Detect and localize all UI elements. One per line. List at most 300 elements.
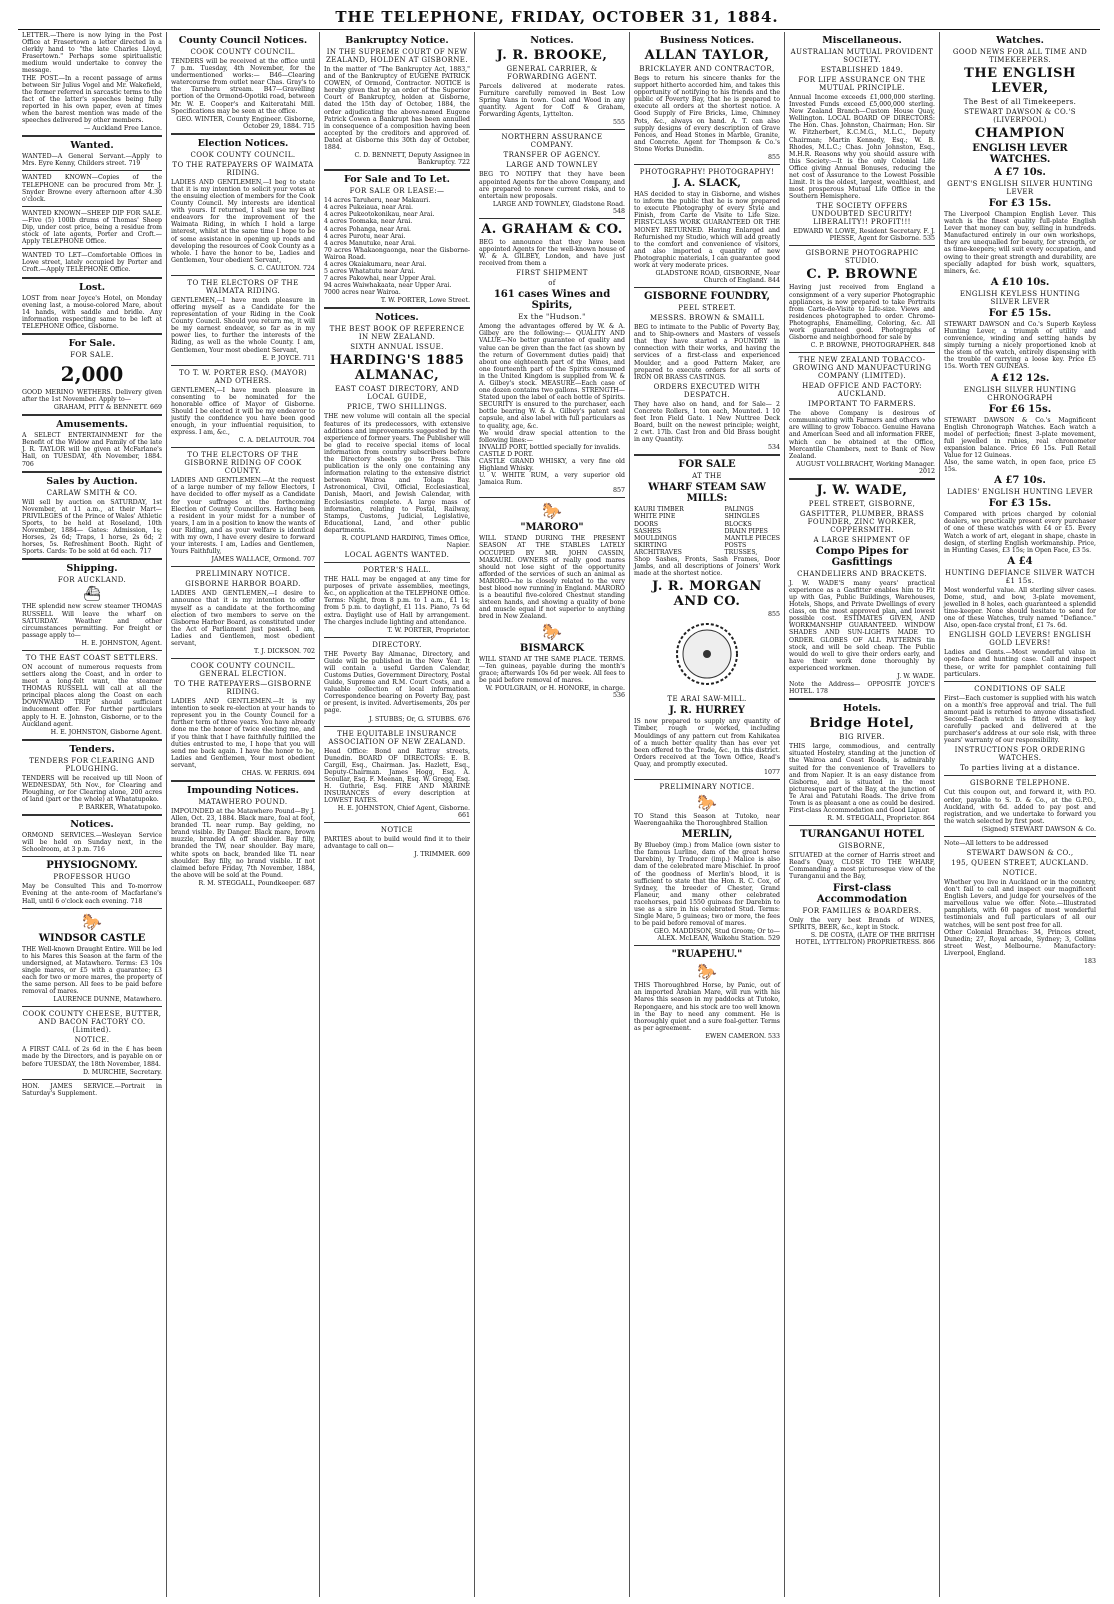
directory-name: EAST COAST DIRECTORY, AND LOCAL GUIDE, xyxy=(334,385,460,402)
watch-text: The Liverpool Champion English Lever. This watch is the finest quality full-plate English Lever that money can buy, selling in hundreds. Manufactured entirely in our own workshops, they are unequalled for beauty, for strength, or as time-keepers; will suit every occupation, and owing to their great strength and durability, are specially adapted for bush work, squatters, miners, &c. xyxy=(944,211,1096,275)
sawmill-item: DOORS xyxy=(634,520,659,528)
watch-price: A £12 12s. xyxy=(990,372,1050,384)
address-street: 195, QUEEN STREET, AUCKLAND. xyxy=(951,858,1089,867)
brooke-sub: GENERAL CARRIER, & FORWARDING AGENT. xyxy=(506,65,598,81)
masthead-rule xyxy=(18,29,1100,30)
county-council-heading: County Council Notices. xyxy=(178,35,308,46)
divider xyxy=(324,637,470,638)
forsale-heading: For Sale. xyxy=(68,338,116,349)
divider xyxy=(22,814,162,816)
election-heading: Election Notices. xyxy=(197,137,289,149)
forsale-caps: FOR SALE. xyxy=(70,351,114,359)
bismarck-sign: W. FOULGRAIN, or H. HONORE, in charge. 536 xyxy=(485,684,625,699)
taylor-sub: BRICKLAYER AND CONTRACTOR, xyxy=(639,65,775,73)
advantages-attention: We would draw special attention to the following lines:— xyxy=(479,429,625,444)
directory-annual: SIXTH ANNUAL ISSUE. xyxy=(350,343,444,352)
watch-offer: For £3 15s. xyxy=(988,498,1052,510)
amp-sign: EDWARD W. LOWE, Resident Secretary. F. J. PIESSE, Agent for Gisborne. 535 xyxy=(793,228,935,243)
bridge-hotel-sub: BIG RIVER. xyxy=(839,733,885,742)
factory-caps: COOK COUNTY CHEESE, BUTTER, AND BACON FACTORY CO. (Limited). xyxy=(22,1010,162,1035)
general-election2-caps: TO THE RATEPAYERS—GISBORNE RIDING. xyxy=(174,680,312,697)
sale-caps: FOR SALE OR LEASE:— xyxy=(349,187,445,196)
divider xyxy=(324,726,470,727)
divider xyxy=(22,414,162,416)
studio-text: Having just received from England a consignment of a very superior Photographic appliances, is now prepared to take Portraits from Carte-de-Visite to Life-size. Views and residences photographed to order. Chromo-Photographs, Enamelling, Coloring, &c. All work guaranteed good. Photographs of Gisborne and neighborhood for sale by xyxy=(789,284,935,342)
morgan-sign: 855 xyxy=(767,611,780,619)
ruapehu-title: "RUAPEHU." xyxy=(671,949,743,961)
amp-big: FOR LIFE ASSURANCE ON THE MUTUAL PRINCIPLE. xyxy=(798,76,926,92)
election4-sign: JAMES WALLACE, Ormond. 707 xyxy=(211,556,315,564)
post-paragraph: THE POST.—In a recent passage of arms between Sir Julius Vogel and Mr. Wakefield, the former referred in sarcastic terms to the fact of the latter's speeches being fully reported in his own paper, even at times when the barest mention was made of the speeches delivered by other members. xyxy=(22,74,163,125)
sale-item: 94 acres Waiwhakaata, near Upper Arai. xyxy=(324,282,452,290)
merlin-intro: TO Stand this Season at Tutoko, near Waerengaahika the Thoroughbred Stallion xyxy=(634,812,780,828)
address-note: Note—All letters to be addressed xyxy=(944,839,1049,847)
foundry-items: They have also on hand, and for Sale— 2 Concrete Rollers, 1 ton each, Mounted. 1 10 feet Iron Field Gate. 1 New Nuttree Deck Board, built on the newest principle; weight, 2 cwt. 17lb. Cast Iron and Old Brass bought in any Quantity. xyxy=(634,400,780,444)
shipment-caps: FIRST SHIPMENT xyxy=(516,269,588,278)
turanganui-accommodation: First-class Accommodation xyxy=(816,882,908,905)
conditions-caps: CONDITIONS OF SALE xyxy=(974,684,1066,693)
election4-text: LADIES AND GENTLEMEN.—At the request of a large number of my fellow Electors, I have decided to offer myself as a Candidate for your suffrages at the forthcoming Election of County Councillors. Having been a resident in your midst for a number of years, I am in a position to know the wants of our Riding, and as your welfare is identical with my own, I have every desire to forward your interests. I am, Ladies and Gentlemen, Yours Faithfully, xyxy=(171,477,315,556)
hurrey-name: J. R. HURREY xyxy=(669,705,745,717)
divider xyxy=(22,739,162,741)
sawmill-item: MANTLE PIECES xyxy=(724,534,780,542)
sawmill-list-right xyxy=(724,506,780,556)
divider xyxy=(479,129,625,130)
divider xyxy=(171,566,315,567)
column-1 xyxy=(18,32,166,1597)
conditions-text: First—Each customer is supplied with his watch on a month's free approval and trial. The full amount paid is returned to anyone dissatisfied. Second—Each watch is fitted with a key carefully packed and delivered at the purchaser's address at our sole risk, with three years' warranty of our responsibility. xyxy=(944,694,1096,745)
watch-text: STEWART DAWSON & Co.'s Magnificent English Chronograph Watches. Each watch a model of perfection; finest 3-plate movement, full jewelled in rubies, real chronometer expansion balance. Price £6 15s. Full Retail Value for 12 Guineas. xyxy=(944,416,1096,459)
harbour-sign: T. J. DICKSON. 702 xyxy=(254,648,315,656)
divider xyxy=(171,780,315,782)
ccn-caps: COOK COUNTY COUNCIL. xyxy=(190,48,296,56)
porter-text: THE HALL may be engaged at any time for purposes of private assemblies, meetings, &c., on application at the TELEPHONE Office. Terms: Night, from 8 p.m. to 1 a.m., £1 1s; from 5 p.m. to daylight, £1 11s. Piano, 7s 6d extra. Daylight use of Hall by arrangement. The charges include lighting and attendance. xyxy=(324,576,470,626)
photo-caps: PHOTOGRAPHY! PHOTOGRAPHY! xyxy=(639,168,775,177)
coupon-sign: (Signed) STEWART DAWSON & Co. xyxy=(981,825,1096,833)
coupon-caps: GISBORNE TELEPHONE. xyxy=(969,779,1071,788)
sawmill-item: SHINGLES xyxy=(724,513,760,521)
advantages-item: U. V. WHITE RUM, a very superior old Jamaica Rum. xyxy=(479,472,625,487)
impound-caps: MATAWHERO POUND. xyxy=(198,798,288,806)
column-5 xyxy=(629,32,784,1597)
divider xyxy=(22,1079,162,1080)
english-lever-watches: ENGLISH LEVER WATCHES. xyxy=(972,143,1068,165)
divider xyxy=(944,681,1096,682)
sawmill-item: MOULDINGS xyxy=(634,534,677,542)
divider xyxy=(789,478,935,480)
direct-sign: J. STUBBS; Or, G. STUBBS. 676 xyxy=(368,715,470,723)
sale-item: 4 acres Pukeotokonikau, near Arai. xyxy=(324,211,435,219)
sale-item: 5 acres Whatatutu near Arai. xyxy=(324,268,416,276)
column-4 xyxy=(474,32,629,1597)
divider xyxy=(634,779,780,780)
divider xyxy=(22,558,162,560)
address-firm: STEWART DAWSON & CO., xyxy=(966,848,1074,857)
wade-name: J. W. WADE, xyxy=(816,482,908,498)
wade-chandeliers: CHANDELIERS AND BRACKETS. xyxy=(797,569,927,578)
auction-text: Will sell by auction on SATURDAY, 1st November, at 11 a.m., at their Mart— PRIVILEGES of the Prince of Wales' Athletic Sports, to be held at Roseland, 10th November, 1884— Gates: Admission, 1s; Horses, 2s 6d; Traps, 1 horse, 2s 6d; 2 horses, 5s. Refreshment Booth. Right of Sports. Cards: To be sold at 6d each. 717 xyxy=(22,498,162,556)
horse-icon: 🐎 xyxy=(697,792,717,812)
large-townley-text: BEG TO NOTIFY that they have been appointed Agents for the above Company, and are prepared to renew current risks, and to entertain new proposals. xyxy=(479,171,625,200)
wade-text: J. W. WADE'S many years' practical experience as a Gasfitter enables him to Fit up with Gas, Public Buildings, Warehouses, Hotels, Shops, and Private Dwellings of every class, on the most approved plan, and lowest possible cost. ESTIMATES GIVEN, AND WORKMANSHIP GUARANTEED. WINDOW SHADES AND SUN-LIGHTS MADE TO ORDER. GLOBES OF ALL PATTERNS tin stock, and will be sold cheap. The Public would do well to give their orders early, and have their work done thoroughly by experienced workmen. xyxy=(789,579,935,672)
foundry-firm: MESSRS. BROWN & SMAILL xyxy=(649,314,765,323)
direct-text: THE Poverty Bay Almanac, Directory, and Guide will be published in the New Year. It will contain a useful Garden Calendar, Customs Duties, Government Directory, Postal Guide, Supreme and R.M. Court Costs, and a valuable collection of local information. Correspondence bearing on Poverty Bay, past or present, is invited. Advertisements, 20s per page. xyxy=(324,650,470,715)
divider xyxy=(634,287,780,288)
sawblade-icon xyxy=(634,619,780,693)
transfer-caps: TRANSFER OF AGENCY. xyxy=(503,151,601,160)
impounding-heading: Impounding Notices. xyxy=(187,785,299,796)
watch-price: A £4 xyxy=(1007,555,1033,567)
brooke-sign: 555 xyxy=(612,119,625,127)
bankruptcy-sign: C. D. BENNETT, Deputy Assignee in Bankruptcy. 722 xyxy=(354,152,470,167)
watch-type: GENT'S ENGLISH SILVER HUNTING LEVER xyxy=(947,180,1093,196)
hurrey-sign: 1077 xyxy=(763,768,780,776)
merlin-title: MERLIN, xyxy=(681,829,733,841)
post-source: — Auckland Free Lance. xyxy=(83,125,162,133)
election1-text: LADIES AND GENTLEMEN,—I beg to state that it is my intention to solicit your votes at the ensuing election of members for the Cook County Council. My interests are identical with yours. If returned, I shall use my best endeavors for the improvement of the Waimata Riding, in which I hold a large interest, whilst at the same time I hope to be of some assistance in opening up roads and developing the resources of Cook County as a whole. I have the honor to be, Ladies and Gentlemen, Your obedient Servant, xyxy=(171,178,315,264)
ormond-text: ORMOND SERVICES.—Wesleyan Service will be held on Sunday next, in the Schoolroom, at 3 p.m. 716 xyxy=(22,832,162,854)
divider xyxy=(22,856,162,857)
maroro-title: "MARORO" xyxy=(520,522,584,534)
instructions-sub: To parties living at a distance. xyxy=(960,764,1080,773)
sawmill-item: ARCHITRAVES xyxy=(634,548,682,556)
divider xyxy=(171,275,315,276)
election-caps: COOK COUNTY COUNCIL. xyxy=(190,150,296,159)
divider xyxy=(324,169,470,171)
forsale-number: 2,000 xyxy=(60,362,124,386)
divider xyxy=(789,825,935,826)
watch-text: Compared with prices charged by colonial dealers, we practically present every purchaser of one of these watches with £4 or £5. Every Watch a work of art, elegant in shape, chaste in design, of sterling English workmanship. Price, in Hunting Cases, £3 15s; in Open Face, £3 5s. xyxy=(944,511,1096,554)
english-lever-title: THE ENGLISH LEVER, xyxy=(964,66,1076,96)
arai-caps: TE ARAI SAW-MILL. xyxy=(667,695,747,704)
tobacco-important: IMPORTANT TO FARMERS. xyxy=(808,400,916,409)
sawmill-caps: FOR SALE xyxy=(678,459,736,471)
bankruptcy-text: In the matter of "The Bankruptcy Act, 1883," and of the Bankruptcy of EUGENE PATRICK COWEN, of Ormond, Contractor. NOTICE is hereby given that by an order of the Superior Court of Bankruptcy, holden at Gisborne, dated the 15th day of October, 1884, the order adjudicating the above-named Eugene Patrick Cowen a Bankrupt has been annulled in consequence of a composition having been accepted by the creditors and approved of. Dated at Gisborne this 30th day of October, 1884. xyxy=(324,66,470,152)
instructions-caps: INSTRUCTIONS FOR ORDERING WATCHES. xyxy=(954,746,1086,763)
sawmill-at: AT THE xyxy=(692,472,722,481)
bankruptcy-heading: Bankruptcy Notice. xyxy=(345,35,449,46)
watch-type: HUNTING DEFIANCE SILVER WATCH £1 15s. xyxy=(944,568,1095,585)
wade-trades: GASFITTER, PLUMBER, BRASS FOUNDER, ZINC WORKER, COPPERSMITH. xyxy=(799,509,925,534)
columns xyxy=(18,32,1100,1597)
election1-sign: S. C. CAULTON. 724 xyxy=(249,264,315,272)
directory-price: PRICE, TWO SHILLINGS. xyxy=(346,403,448,412)
tobacco-sign: AUGUST VOLLBRACHT, Working Manager. 2012 xyxy=(795,460,935,475)
lost-heading: Lost. xyxy=(78,281,106,293)
forsale-sign: GRAHAM, PITT & BENNETT. 669 xyxy=(53,404,162,412)
horse-icon: 🐎 xyxy=(542,621,562,641)
watch-offer: For £3 15s. xyxy=(988,198,1052,209)
slack-name: J. A. SLACK, xyxy=(673,178,741,190)
turanganui-families: FOR FAMILIES & BOARDERS. xyxy=(802,906,922,915)
champion-title: CHAMPION xyxy=(974,126,1066,141)
divider xyxy=(22,471,162,473)
election3-text: GENTLEMEN,—I have much pleasure in consenting to be nominated for the honorable office of Mayor of Gisborne. Should I be elected it will be my endeavor to justify the confidence you have been good enough, in your influential requisition, to express. I am, &c., xyxy=(171,386,315,437)
divider xyxy=(22,1006,162,1007)
divider xyxy=(171,658,315,659)
amp-est: ESTABLISHED 1849. xyxy=(820,66,904,74)
watch-type: ENGLISH KEYLESS HUNTING SILVER LEVER xyxy=(959,289,1081,306)
steamship-icon: ⛴ xyxy=(83,586,101,603)
prelim-caps: PRELIMINARY NOTICE. xyxy=(659,782,755,791)
graham-text: BEG to announce that they have been appointed Agents for the well-known house of W. & A. GILBEY, London, and have just received from them a xyxy=(479,238,625,268)
wade-street: PEEL STREET, GISBORNE, xyxy=(808,499,916,508)
divider xyxy=(22,135,162,137)
studio-sign: C. P. BROWNE, PHOTOGRAPHER. 848 xyxy=(810,342,935,350)
notices-heading: Notices. xyxy=(70,819,114,831)
brooke-text: Parcels delivered at moderate rates. Furniture carefully removed in Best Low Spring Vans in town. Coal and Wood in any quantity. Agent for Coff & Graham, Forwarding Agents, Lyttelton. xyxy=(479,83,625,119)
impound-text: IMPOUNDED at the Matawhero Pound—By J. Allen, Oct. 23, 1884. Black mare, foal at foot, branded TL near rump. Bay gelding, no brand visible. By Danger. Black mare, brown muzzle, branded A off shoulder. Bay filly, branded the TW, near shoulder. Bay mare, white spots on back, branded like TL near shoulder. Bay filly, no brand visible. If not claimed before Friday, 7th November, 1884, the above will be sold at the Pound. xyxy=(171,808,315,879)
watches-firm: STEWART DAWSON & CO.'S (LIVERPOOL) xyxy=(964,108,1076,124)
advantages-sign: 857 xyxy=(612,487,625,495)
divider xyxy=(634,945,780,946)
watches-heading: Watches. xyxy=(996,35,1044,46)
divider xyxy=(634,454,780,456)
auction-firm: CARLAW SMITH & CO. xyxy=(46,488,138,497)
taylor-sign: 855 xyxy=(767,154,780,162)
watch-text: Ladies and Gents.—Most wonderful value in open-face and hunting case. Call and inspect these, or write for pamphlet containing full particulars. xyxy=(944,649,1096,678)
sale-item: 4 acres Pohanga, near Arai. xyxy=(324,225,412,233)
divider xyxy=(171,133,315,135)
physiognomy-name: PROFESSOR HUGO xyxy=(53,873,131,882)
sale-item: 14 acres Taruheru, near Makauri. xyxy=(324,197,431,205)
coupon-text: Cut this coupon out, and forward it, with P.O. order, payable to S. D. & Co., at the G.P.O., Auckland, with 6d. added to pay post and registration, and we undertake to forward you the watch selected by first post. xyxy=(944,789,1096,825)
misc-heading: Miscellaneous. xyxy=(822,35,902,46)
divider xyxy=(944,836,1096,837)
browne-name: C. P. BROWNE xyxy=(806,267,918,283)
notices-heading: Notices. xyxy=(375,312,419,324)
porter-caps: PORTER'S HALL. xyxy=(363,566,431,575)
election4-caps: TO THE ELECTORS OF THE GISBORNE RIDING OF COOK COUNTY. xyxy=(184,451,302,476)
election3-caps: TO T. W. PORTER ESQ. (MAYOR) AND OTHERS. xyxy=(179,368,307,385)
sale-item: 4 acres Toomaka, near Arai. xyxy=(324,218,413,226)
harbour-text: LADIES AND GENTLEMEN,—I desire to announce that it is my intention to offer myself as a candidate at the forthcoming election of two members to serve on the Gisborne Harbor Board, as constituted under the Act of Parliament just passed. I am, Ladies and Gentlemen, most obedient servant, xyxy=(171,590,315,647)
sale-item: 70 acres Whakaongaonga, near the Gisborne-Wairoa Road. xyxy=(324,246,470,261)
directory-caps: THE BEST BOOK OF REFERENCE IN NEW ZEALAND. xyxy=(329,325,465,342)
shipment-ex: Ex the "Hudson." xyxy=(518,313,586,322)
watch-offer: For £6 15s. xyxy=(988,403,1052,415)
insurance-caps: THE EQUITABLE INSURANCE ASSOCIATION OF NEW ZEALAND. xyxy=(328,729,466,746)
turanganui-sub: GISBORNE, xyxy=(838,842,886,851)
wade-pipes: Compo Pipes for Gasfittings xyxy=(815,545,909,568)
wanted-item: WANTED KNOWN—SHEEP DIP FOR SALE.—Five (5) 100lb drums of Thomas' Sheep Dip, under cost price, being a residue from stock of late agents, Porter and Croft.—Apply TELEPHONE Office. xyxy=(22,209,162,246)
sawmill-item: WHITE PINE xyxy=(634,513,676,521)
bankruptcy-caps: IN THE SUPREME COURT OF NEW ZEALAND, HOLDEN AT GISBORNE. xyxy=(326,48,468,64)
watch-text: STEWART DAWSON and Co.'s Superb Keyless Hunting Lever, a triumph of utility and convenience, winding and setting hands by simply turning a nicely proportioned knob at the stem of the watch, entirely dispensing with the trouble of carrying a loose key. Price £5 15s. Worth TEN GUINEAS. xyxy=(944,320,1096,371)
insurance-sign: H. E. JOHNSTON, Chief Agent, Gisborne. 661 xyxy=(337,805,470,820)
foundry-caps: GISBORNE FOUNDRY, xyxy=(643,291,771,303)
wade-address: Note the Address— OPPOSITE JOYCE'S HOTEL. 178 xyxy=(789,681,935,696)
divider xyxy=(171,447,315,448)
bridge-hotel-text: THIS large, commodious, and centrally situated Hostelry, standing at the junction of the Wairoa and Coast Roads, is admirably suited for the convenience of Travellers to and from Napier. It is an easy distance from Gisborne, and is situated in the most picturesque part of the Bay, at the junction of Te Arai and Patutahi Roads. The drive from Town is as pleasant a one as could be desired. First-class Accommodation and Good Liquor. xyxy=(789,743,935,815)
notices-heading: Notices. xyxy=(530,35,574,46)
watch-open-face: Also, the same watch, in open face, price £5 15s. xyxy=(944,459,1096,474)
sawmill-text: Shop Sashes, Fronts, Sash Frames, Door Jambs, and all descriptions of Joiners' Work made at the shortest notice. xyxy=(634,556,780,578)
divider xyxy=(789,352,935,353)
ruapehu-sign: EWEN CAMERON. 533 xyxy=(705,1032,780,1040)
bismarck-text: WILL STAND AT THE SAME PLACE. TERMS.—Ten guineas, payable during the month's grace; afterwards 10s 6d per week. All fees to be paid before removal of mares. xyxy=(479,655,625,684)
divider xyxy=(22,908,162,909)
sawmill-item: BLOCKS xyxy=(724,520,752,528)
shipping-heading: Shipping. xyxy=(66,563,118,575)
advantages-item: INVALID PORT, bottled specially for invalids. xyxy=(479,443,621,451)
shipment-of: of xyxy=(548,279,556,288)
notice-sign: J. TRIMMER. 609 xyxy=(414,851,470,859)
forsale-text: GOOD MERINO WETHERS. Delivery given after the 1st November. Apply to— xyxy=(22,389,162,404)
sawmill-item: SASHES xyxy=(634,527,662,535)
impound-sign: R. M. STEGGALL, Poundkeeper. 687 xyxy=(198,879,315,887)
letter-paragraph: LETTER.—There is now lying in the Post Office at Frasertown a letter directed in a clerkly hand to "the late Charles Lloyd, Frasertown." Perhaps some spiritualistic medium would undertake to convey the message. xyxy=(22,32,162,75)
turanganui-text: SITUATED at the corner of Harris street and Read's Quay, CLOSE TO THE WHARF, Commanding a most picturesque view of the Turanganui and the Bay, xyxy=(789,852,935,881)
shipping-text: THE splendid new screw steamer THOMAS RUSSELL Will leave the wharf on SATURDAY. Weather and other circumstances permitting. For freight or passage apply to— xyxy=(22,603,162,639)
advantages-text: Among the advantages offered by W. & A. Gilbey are the following:— QUALITY AND VALUE—No better guarantee of quality and value can be given than the fact (as shown by the return of Government duties paid) that about one eighteenth part of the Wines, and one fourteenth part of the Spirits consumed in the United Kingdom is supplied from W. & A. Gilbey's stock. MEASURE—Each case of one dozen contains two gallons. STRENGTH—Stated upon the label of each bottle of Spirits. SECURITY is ensured to the purchaser, each bottle bearing W. & A. Gilbey's patent seal capsule, and also label with full particulars as to quality, age, &c. xyxy=(479,323,625,430)
foundry-text: BEG to intimate to the Public of Poverty Bay, and to Ship-owners and Masters of vessels that they have started a FOUNDRY in connection with their works, and having the services of a first-class and experienced Moulder, and a good Pattern Maker, are prepared to execute orders for all sorts of IRON OR BRASS CASTINGS. xyxy=(634,324,780,381)
divider xyxy=(479,218,625,219)
service-text: HON. JAMES SERVICE.—Portrait in Saturday's Supplement. xyxy=(22,1082,162,1097)
wanted-item: WANTED TO LET—Comfortable Offices in Lowe street, lately occupied by Porter and Croft.—Apply TELEPHONE Office. xyxy=(22,252,162,274)
graham-name: A. GRAHAM & CO. xyxy=(481,221,623,237)
turanganui-text2: Only the very best Brands of WINES, SPIRITS, BEER, &c., kept in Stock. xyxy=(789,916,935,931)
windsor-text: THE Well-known Draught Entire. Will be led to his Mares this Season at the farm of the undersigned, at Matawhero. Terms: £3 10s single mares, or £5 with a guarantee; £3 each for two or more mares, the property of the same person. All fees to be paid before removal of mares. xyxy=(22,945,162,996)
amusements-text: A SELECT ENTERTAINMENT for the Benefit of the Widow and Family of the late J. R. TAYLOR will be given at McFarlane's Hall, on TUESDAY, 4th November, 1884. 706 xyxy=(22,432,162,468)
insurance-text: Head Office: Bond and Rattray streets, Dunedin. BOARD OF DIRECTORS: E. B. Cargill, Esq., Chairman. Jas. Hazlett, Esq., Deputy-Chairman. James Hogg, Esq. A. Scoullar, Esq. F. Meenan, Esq. W. Gregg, Esq. H. Guthrie, Esq. FIRE AND MARINE INSURANCES of every description at LOWEST RATES. xyxy=(324,747,470,805)
harbour-caps: GISBORNE HARBOR BOARD. xyxy=(185,580,301,589)
divider xyxy=(22,206,162,207)
wanted-item: WANTED KNOWN—Copies of the TELEPHONE can be procured from Mr. J. Snyder Browne every afternoon after 4.30 o'clock. xyxy=(22,174,162,203)
tobacco-caps: THE NEW ZEALAND TOBACCO-GROWING AND MANUFACTURING COMPANY (LIMITED). xyxy=(792,356,932,381)
wanted-heading: Wanted. xyxy=(70,140,114,152)
divider xyxy=(789,698,935,700)
horse-icon: 🐎 xyxy=(542,501,562,521)
bismarck-title: BISMARCK xyxy=(519,642,585,654)
election2-caps: TO THE ELECTORS OF THE WAIMATA RIDING. xyxy=(187,278,299,295)
ruapehu-text: THIS Thoroughbred Horse, by Panic, out of an imported Arabian Mare, will run with his Mares this season in my paddocks at Tutoko, Repongaere, and his stock are too well known in the Bay to need any comment. He is thoroughly quiet and a sure foal-getter. Terms as per agreement. xyxy=(634,982,780,1032)
directory-text: THE new volume will contain all the special features of its predecessors, with extensive additions and improvements suggested by the experience of former years. The Publisher will be glad to receive special items of local information from country subscribers before the Directory sheets go to Press. This publication is the only one containing any information relating to the extensive district between Wairoa and Tolaga Bay. Astronomical, Civil, Official, Ecclesiastical, Danish, Maori, and Jewish Calendar, with Ecclesiastics complete. A large mass of information, relating to Postal, Railway, Stamps, Customs, Judicial, Legislative, Educational, Land, and other public departments. xyxy=(324,413,470,534)
horse-icon: 🐎 xyxy=(697,962,717,982)
settlers-text: ON account of numerous requests from settlers along the Coast, and in order to meet a long-felt want, the steamer THOMAS RUSSELL will call at all the principal places along the Coast on each DOWNWARD TRIP, should sufficient inducement offer. For further particulars apply to H. E. Johnston, Gisborne, or to the Auckland agent. xyxy=(22,663,162,728)
notice-caps: NOTICE. xyxy=(1002,868,1038,877)
column-7 xyxy=(939,32,1100,1597)
sale-item: 7 acres Pakowhai, near Upper Arai. xyxy=(324,275,436,283)
gold-levers: ENGLISH GOLD LEVERS! ENGLISH GOLD LEVERS! xyxy=(948,631,1092,648)
sale-sign: T. W. PORTER, Lowe Street. xyxy=(380,297,470,305)
divider xyxy=(324,822,470,823)
notice-text: PARTIES about to build would find it to their advantage to call on— xyxy=(324,836,470,851)
tobacco-office: HEAD OFFICE AND FACTORY: AUCKLAND. xyxy=(802,382,922,399)
wade-sign: J. W. WADE. xyxy=(897,673,935,681)
sawmill-item: PALINGS xyxy=(724,506,754,514)
merlin-sign: GEO. MADDISON, Stud Groom; Or to— ALEX. McLEAN, Waikohu Station. 529 xyxy=(653,928,780,943)
watch-price: A £7 10s. xyxy=(994,475,1046,487)
watch-text: Most wonderful value. All sterling silver cases. Dome, stud, and bow, 3-plate movement, jewelled in 8 holes, each guaranteed a splendid time-keeper. None should hesitate to send for one of these Watches, truly named "Defiance." Also, open-face crystal front, £1 7s. 6d. xyxy=(944,586,1096,630)
wanted-item: WANTED—A General Servant.—Apply to Mrs. Eyre Kenny, Childers street. 719 xyxy=(22,153,162,168)
branches-sign: 183 xyxy=(1083,958,1096,965)
turanganui-sign: S. DE COSTA, (LATE OF THE BRITISH HOTEL, LYTTELTON) PROPRIETRESS. 866 xyxy=(795,931,935,946)
election2-sign: E. P. JOYCE. 711 xyxy=(262,354,315,362)
large-townley-caps: LARGE AND TOWNLEY xyxy=(506,161,598,170)
watch-offer: For £5 15s. xyxy=(988,307,1052,319)
election3-sign: C. A. DELAUTOUR. 704 xyxy=(238,437,315,445)
auction-heading: Sales by Auction. xyxy=(46,475,138,487)
merlin-desc: By Blueboy (imp.) from Malice (own sister to the famous Lurline, dam of the great horse Darebin), by Traducer (imp.) Malice is also dam of the celebrated mare Mischief. In proof of the goodness of Merlin's blood, it is sufficient to state that the Hon. R. C. Cox, of Sydney, the breeder of Chester, Grand Flaneur, and many other celebrated racehorses, paid 1550 guineas for Darebin to use as a sire in his celebrated Stud. Terms: Single Mare, 5 guineas; two or more, the fees to be paid before removal of mares. xyxy=(634,842,780,928)
directory-agents: LOCAL AGENTS WANTED. xyxy=(344,551,450,560)
turanganui-name: TURANGANUI HOTEL xyxy=(800,829,924,841)
amp-head: THE SOCIETY OFFERS UNDOUBTED SECURITY! LIBERALITY!! PROFIT!!! xyxy=(811,202,913,227)
sawmill-item: DRAIN PIPES xyxy=(724,527,768,535)
sawmill-item: POSTS xyxy=(724,541,747,549)
bridge-hotel-sign: R. M. STEGGALL, Proprietor. 864 xyxy=(827,815,935,823)
tobacco-text: The above Company is desirous of communicating with Farmers and others who are willing to grow Tobacco. Genuine Havana and American Seed and all information FREE, which can be obtained at the Office, Mercantile Chambers, next to Bank of New Zealand. xyxy=(789,410,935,460)
masthead: THE TELEPHONE, FRIDAY, OCTOBER 31, 1884. xyxy=(335,8,779,26)
divider xyxy=(634,164,780,165)
divider xyxy=(479,497,625,498)
tenders-text: TENDERS will be received up till Noon of WEDNESDAY, 5th Nov., for Clearing and Ploughing, or for Clearing alone, 200 acres of land (part or the whole) at Whatatupoko. xyxy=(22,774,162,803)
studio-caps: GISBORNE PHOTOGRAPHIC STUDIO. xyxy=(805,249,919,266)
hurrey-text: IS now prepared to supply any quantity of Timber, rough or worked, including Mouldings of any pattern cut from Kahikatea of a much better quality than has ever yet been offered to the Trade, &c., in this district. Orders received at the Town Office, Read's Quay, and promptly executed. xyxy=(634,718,780,768)
divider xyxy=(22,650,162,651)
sale-item: 4 acres Pukeiaua, near Arai. xyxy=(324,204,413,212)
directory-sign: R. COUPLAND HARDING, Times Office, Napier. xyxy=(341,535,470,550)
factory-sign: D. MURCHIE, Secretary. xyxy=(82,1068,162,1076)
divider xyxy=(171,365,315,366)
physiognomy-text: May be Consulted This and To-morrow Evening at the ante-room of Macfarlane's Hall, until 6 o'clock each evening. 718 xyxy=(22,883,162,905)
foundry-orders: ORDERS EXECUTED WITH DESPATCH. xyxy=(653,382,761,399)
column-3 xyxy=(319,32,474,1597)
divider xyxy=(944,775,1096,776)
divider xyxy=(324,307,470,309)
watch-price: A £10 10s. xyxy=(990,276,1050,288)
settlers-sign: H. E. JOHNSTON, Gisborne Agent. xyxy=(50,728,162,736)
physiognomy-caps: PHYSIOGNOMY. xyxy=(46,860,138,872)
notice-text: Whether you live in Auckland or in the country, don't fail to call and inspect our magnificent English Levers, and judge for yourselves of the marvellous value we offer. Note.—Illustrated pamphlets, with 60 pages of most wonderful testimonials and full particulars of all our watches, will be sent post free for all. xyxy=(944,878,1096,929)
watch-type: LADIES' ENGLISH HUNTING LEVER xyxy=(947,488,1093,497)
tenders-heading: Tenders. xyxy=(69,743,115,755)
prelim-caps: PRELIMINARY NOTICE. xyxy=(195,570,291,579)
amusements-heading: Amusements. xyxy=(56,419,128,431)
morgan-name: J. R. MORGAN AND CO. xyxy=(652,579,762,610)
sale-item: 4 acres Purotu, near Arai. xyxy=(324,232,406,240)
sale-let-heading: For Sale and To Let. xyxy=(344,174,450,186)
windsor-title: WINDSOR CASTLE xyxy=(38,932,146,944)
ccn-sign: GEO. WINTER, County Engineer. Gisborne, October 29, 1884. 715 xyxy=(176,115,315,130)
taylor-text: Begs to return his sincere thanks for the support hitherto accorded him, and takes this opportunity of notifying to his friends and the public of Poverty Bay, that he is prepared to execute all orders at the shortest notice. A Good Supply of Fire Bricks, Lime, Chimney Pots, &c., always on hand. A. T. can also supply designs of every description of Grave Fences, and Head Stones in Marble, Granite, and Concrete. Agent for Thompson & Co.'s Stone Works Dunedin. xyxy=(634,75,780,153)
large-townley-sign: LARGE AND TOWNLEY, Gladstone Road. 548 xyxy=(492,200,625,215)
factory-text: A FIRST CALL of 2s 6d in the £ has been made by the Directors, and is payable on or before TUESDAY, the 18th November, 1884. xyxy=(22,1046,162,1068)
tenders-caps: TENDERS FOR CLEARING AND PLOUGHING. xyxy=(29,756,155,773)
divider xyxy=(22,170,162,171)
sawmill-list-left xyxy=(634,506,684,556)
divider xyxy=(22,248,162,249)
tenders-sign: P. BARKER, Whatatupoko. xyxy=(78,804,162,812)
divider xyxy=(22,277,162,279)
slack-sign: GLADSTONE ROAD, GISBORNE, Near Church of England. 844 xyxy=(655,270,780,285)
porter-sign: T. W. PORTER, Proprietor. xyxy=(387,626,470,634)
bridge-hotel-name: Bridge Hotel, xyxy=(809,716,915,732)
business-heading: Business Notices. xyxy=(659,35,755,46)
horse-icon: 🐎 xyxy=(82,911,102,931)
directory-year: HARDING'S 1885 ALMANAC, xyxy=(329,353,465,384)
shipment-cases: 161 cases Wines and Spirits, xyxy=(493,289,611,312)
sawmill-name: WHARF STEAM SAW MILLS: xyxy=(648,482,766,505)
branches-text: Other Colonial Branches: 34, Princes street, Dunedin; 27, Royal arcade, Sydney; 3, Collins street West, Melbourne. Manufactory: Liverpool, England. xyxy=(944,928,1096,957)
maroro-text: WILL STAND DURING THE PRESENT SEASON AT THE STABLES LATELY OCCUPIED BY MR. JOHN CASSIN, MAKAURI. OWNERS of really good mares should not lose sight of the opportunity afforded of the services of such an animal as MARORO—he is closely related to the very best blood now running in England. MARORO is a beautiful five-colored Chestnut standing sixteen hands, and showing a quality of bone and muscle equal if not superior to anything bred in New Zealand. xyxy=(479,535,625,621)
shipping-caps: FOR AUCKLAND. xyxy=(57,576,127,585)
watches-best: The Best of all Timekeepers. xyxy=(963,98,1077,106)
divider xyxy=(22,333,162,335)
sawmill-item: KAURI TIMBER xyxy=(634,506,684,514)
foundry-street: PEEL STREET. xyxy=(678,304,736,313)
sawmill-list xyxy=(634,506,780,556)
